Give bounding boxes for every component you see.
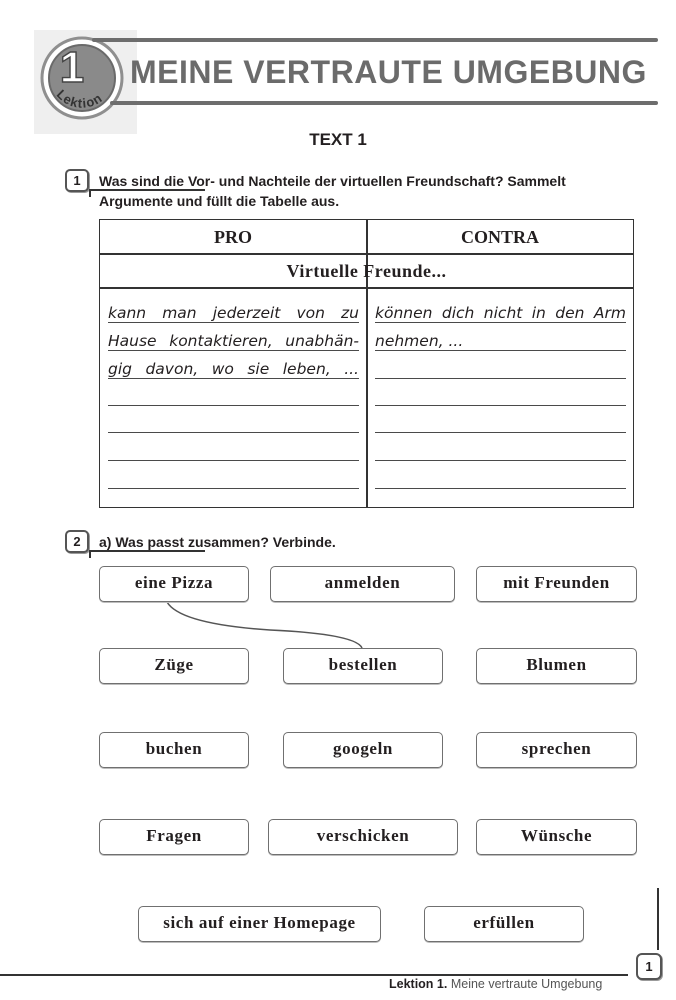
writing-line bbox=[375, 378, 626, 379]
pro-answer-line-2: Hause kontaktieren, unabhän- bbox=[108, 332, 359, 350]
title-rule-bottom bbox=[110, 101, 658, 105]
word-card-sprechen[interactable]: sprechen bbox=[476, 732, 637, 768]
word-card-sich-auf-einer-homepage[interactable]: sich auf einer Homepage bbox=[138, 906, 381, 942]
word-card-blumen[interactable]: Blumen bbox=[476, 648, 637, 684]
lesson-badge bbox=[40, 36, 124, 120]
footer-vertical-rule bbox=[657, 888, 659, 950]
footer-lesson-title: Meine vertraute Umgebung bbox=[450, 977, 603, 991]
footer-text bbox=[389, 976, 602, 992]
table-row-divider bbox=[100, 287, 633, 289]
connection-line bbox=[160, 596, 370, 652]
writing-line bbox=[108, 405, 359, 406]
word-card-wuensche[interactable]: Wünsche bbox=[476, 819, 637, 855]
exercise-2-instruction: a) Was passt zusammen? Verbinde. bbox=[99, 534, 336, 550]
word-card-bestellen[interactable]: bestellen bbox=[283, 648, 443, 684]
table-header-contra: CONTRA bbox=[460, 227, 539, 247]
word-card-fragen[interactable]: Fragen bbox=[99, 819, 249, 855]
pro-answer-line-1: kann man jederzeit von zu bbox=[108, 304, 359, 322]
exercise-1-instruction-line-2: Argumente und füllt die Tabelle aus. bbox=[99, 193, 340, 209]
word-card-anmelden[interactable]: anmelden bbox=[270, 566, 455, 602]
word-card-zuege[interactable]: Züge bbox=[99, 648, 249, 684]
pro-answer-line-3: gig davon, wo sie leben, ... bbox=[108, 360, 359, 378]
exercise-1-underline-tick bbox=[89, 189, 91, 197]
exercise-2-underline-tick bbox=[89, 550, 91, 558]
contra-answer-line-1: können dich nicht in den Arm bbox=[375, 304, 626, 322]
writing-line bbox=[108, 460, 359, 461]
writing-line bbox=[108, 432, 359, 433]
title-rule-top bbox=[92, 38, 658, 42]
page-title: MEINE VERTRAUTE UMGEBUNG bbox=[130, 54, 647, 90]
exercise-1-instruction-line-1: Was sind die Vor- und Nachteile der virtuellen Freundschaft? Sammelt bbox=[99, 173, 566, 189]
writing-line bbox=[108, 488, 359, 489]
table-header-pro: PRO bbox=[214, 227, 252, 247]
footer-lesson-label: Lektion 1. bbox=[389, 977, 448, 991]
section-subtitle: TEXT 1 bbox=[309, 130, 367, 149]
exercise-2-number: 2 bbox=[65, 530, 89, 553]
word-card-googeln[interactable]: googeln bbox=[283, 732, 443, 768]
page-number: 1 bbox=[636, 953, 662, 980]
lesson-label: Lektion bbox=[53, 86, 106, 111]
writing-line bbox=[375, 460, 626, 461]
writing-line bbox=[375, 432, 626, 433]
lesson-badge-icon bbox=[40, 36, 124, 120]
writing-line bbox=[375, 488, 626, 489]
contra-answer-line-2: nehmen, ... bbox=[375, 332, 464, 350]
word-card-erfuellen[interactable]: erfüllen bbox=[424, 906, 584, 942]
table-span-header: Virtuelle Freunde... bbox=[286, 261, 447, 281]
exercise-1-number: 1 bbox=[65, 169, 89, 192]
writing-line bbox=[375, 405, 626, 406]
word-card-verschicken[interactable]: verschicken bbox=[268, 819, 458, 855]
word-card-mit-freunden[interactable]: mit Freunden bbox=[476, 566, 637, 602]
word-card-buchen[interactable]: buchen bbox=[99, 732, 249, 768]
lesson-number: 1 bbox=[59, 43, 85, 92]
word-card-eine-pizza[interactable]: eine Pizza bbox=[99, 566, 249, 602]
